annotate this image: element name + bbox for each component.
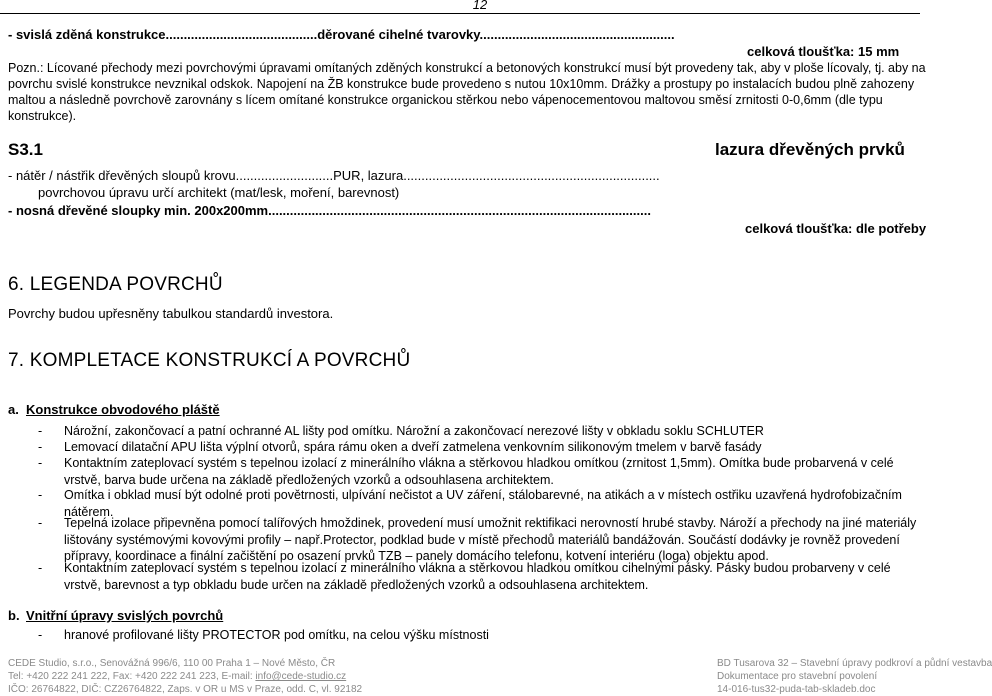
footer-company: CEDE Studio, s.r.o., Senovážná 996/6, 110 00 Praha 1 – Nové Město, ČR <box>8 658 336 669</box>
list-dash: - <box>38 628 43 642</box>
list-dash: - <box>38 456 43 470</box>
wall-thickness: celková tloušťka: 15 mm <box>747 44 900 59</box>
footer-registration: IČO: 26764822, DIČ: CZ26764822, Zaps. v OR u MS v Praze, odd. C, vl. 92182 <box>8 684 363 695</box>
list-item: Nárožní, zakončovací a patní ochranné AL lišty pod omítku. Nárožní a zakončovací nerezové lišty v obkladu soklu SCHLUTER <box>64 424 764 438</box>
list-item: hranové profilované lišty PROTECTOR pod omítku, na celou výšku místnosti <box>64 628 489 642</box>
list-dash: - <box>38 424 43 438</box>
list-item: Kontaktním zateplovací systém s tepelnou izolací z minerálního vlákna a stěrkovou hladkou omítkou (zrnitost 1,5mm). Omítka bude probarvená v celé vrstvě, barva bude určena na základě předložených vzorků a odsouhlasena architektem. <box>64 456 894 487</box>
list-item: Kontaktním zateplovací systém s tepelnou izolací z minerálního vlákna a stěrkovou hladkou omítkou cihelnými pásky. Pásky budou probarveny v celé vrstvě, barevnost a typ obkladu bude určen na základě předložených vzorků a odsouhlasena architektem. <box>64 561 891 592</box>
list-dash: - <box>38 440 43 454</box>
wall-line: - svislá zděná konstrukce..........................................děrované cihelné tvarovky...................................................... <box>8 27 675 42</box>
section6-text: Povrchy budou upřesněny tabulkou standardů investora. <box>8 306 334 321</box>
header-rule <box>0 13 920 14</box>
note-paragraph: Pozn.: Lícované přechody mezi povrchovými úpravami omítaných zděných konstrukcí a betonových konstrukcí musí být provedeny tak, aby v ploše lícovaly, tj. aby na povrchu svislé konstrukce nevznikal odskok. Napojení na ŽB konstrukce bude provedeno s nutou 10x10mm. Drážky a prostupy po instalacích budou plně zahozeny maltou a následně povrchově zarovnány s lícem omítané konstrukce organickou stěrkou nebo vápenocementovou maltovou směsí zrnitosti 0-0,6mm (dle typu konstrukce). <box>8 61 926 123</box>
footer-contact-text: Tel: +420 222 241 222, Fax: +420 222 241 223, E-mail: <box>8 671 256 682</box>
page-number: 12 <box>472 0 488 12</box>
section7b-label: b. <box>8 608 20 623</box>
section7a-label: a. <box>8 402 19 417</box>
section6-heading: 6. LEGENDA POVRCHŮ <box>8 274 223 295</box>
s31-code: S3.1 <box>8 140 43 159</box>
footer-contact <box>8 670 346 683</box>
section7b-title: Vnitřní úpravy svislých povrchů <box>26 608 224 623</box>
list-item: Omítka i obklad musí být odolné proti povětrnosti, ulpívání nečistot a UV záření, stálobarevné, na atikách a v místech ostřiku uzavřená hydrofobizačním nátěrem. <box>64 488 902 519</box>
s31-line1: - nátěr / nástřik dřevěných sloupů krovu...........................PUR, lazura....................................................................... <box>8 168 660 183</box>
section7-heading: 7. KOMPLETACE KONSTRUKCÍ A POVRCHŮ <box>8 350 411 371</box>
list-dash: - <box>38 516 43 530</box>
list-item: Lemovací dilatační APU lišta výplní otvorů, spára rámu oken a dveří zatmelena venkovním silikonovým tmelem v barvě fasády <box>64 440 762 454</box>
footer-filename: 14-016-tus32-puda-tab-skladeb.doc <box>717 684 876 695</box>
list-item: Tepelná izolace připevněna pomocí talířových hmoždinek, provedení musí umožnit rektifikaci nerovností hrubé stavby. Nároží a přechody na jiné materiály lištovány systémovými kovovými profily – např.Protector, podklad bude v místě přechodů materiálů bandážován. Součástí dodávky je rovněž provedení přípravy, koordinace a finální začištění po osazení prvků TZB – panely domácího telefonu, kotvení interiéru (loga) objektu apod. <box>64 516 917 563</box>
footer-project: BD Tusarova 32 – Stavební úpravy podkroví a půdní vestavba <box>717 658 992 669</box>
list-dash: - <box>38 561 43 575</box>
s31-thickness: celková tloušťka: dle potřeby <box>745 221 927 236</box>
s31-line3: - nosná dřevěné sloupky min. 200x200mm.......................................................................................................... <box>8 203 651 218</box>
s31-line2: povrchovou úpravu určí architekt (mat/lesk, moření, barevnost) <box>38 185 400 200</box>
footer-doc-type: Dokumentace pro stavební povolení <box>717 671 878 682</box>
s31-title: lazura dřevěných prvků <box>715 140 905 159</box>
footer-email-link[interactable]: info@cede-studio.cz <box>255 671 347 682</box>
section7a-title: Konstrukce obvodového pláště <box>26 402 220 417</box>
list-dash: - <box>38 488 43 502</box>
